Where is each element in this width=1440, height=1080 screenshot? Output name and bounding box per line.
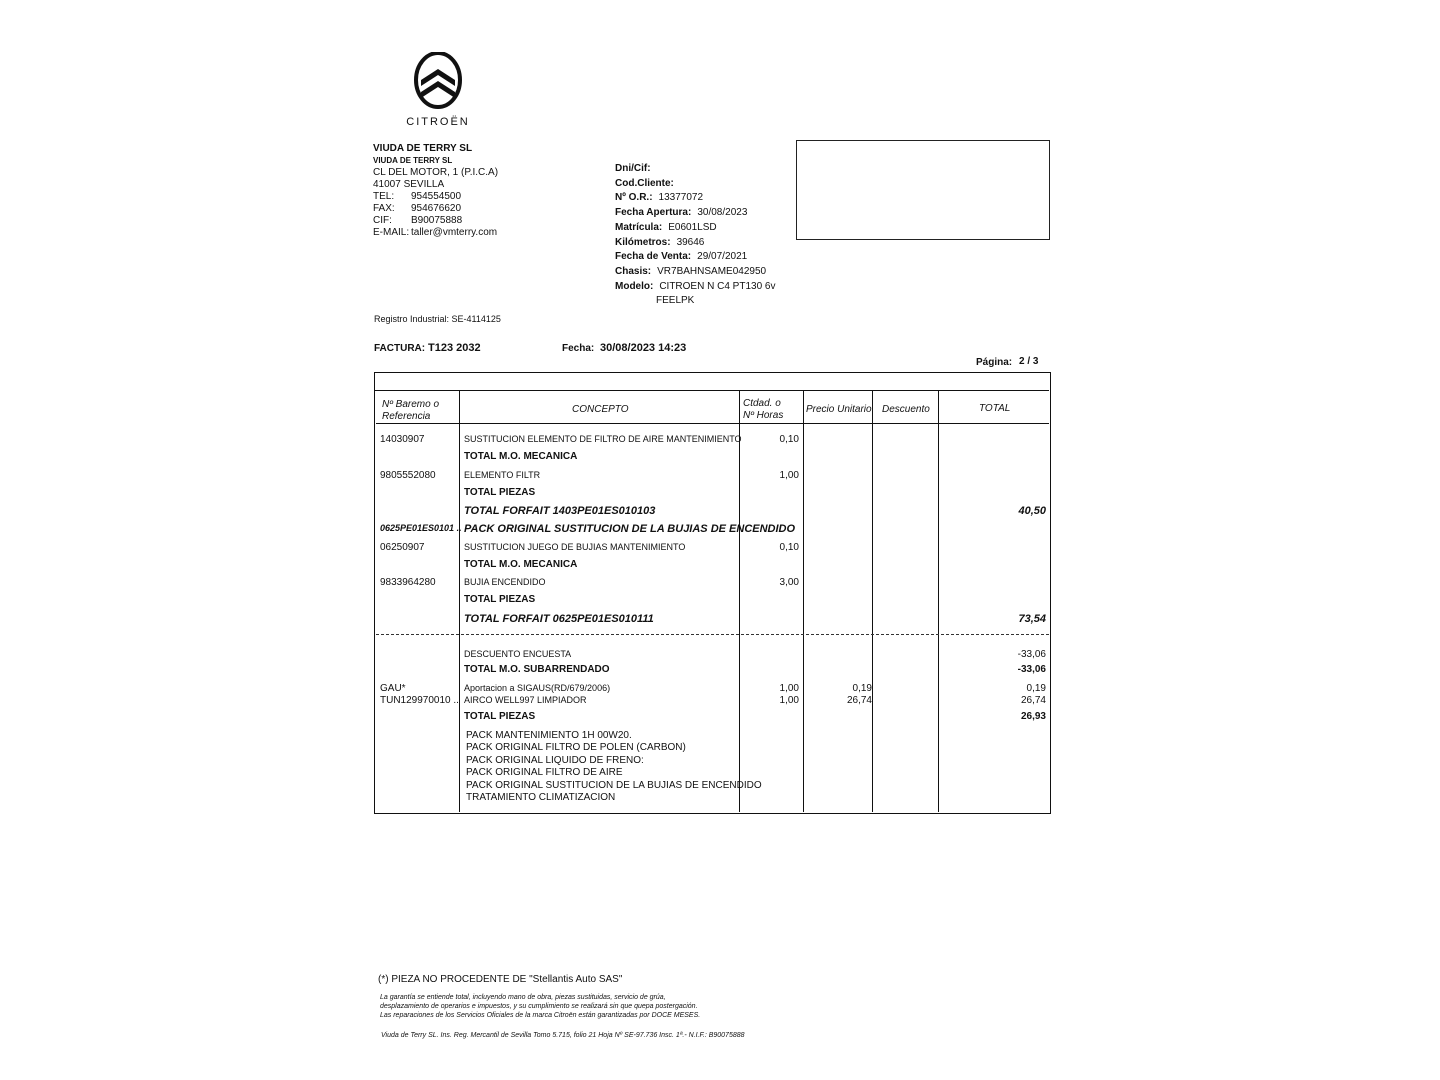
pieza-note: (*) PIEZA NO PROCEDENTE DE "Stellantis Auto SAS" <box>378 974 623 985</box>
tel-value: 954554500 <box>411 191 462 202</box>
or-value: 13377072 <box>658 192 704 204</box>
column-divider <box>938 391 939 812</box>
row-unit-price: 0,19 <box>852 683 872 694</box>
email-value: taller@vmterry.com <box>411 227 498 238</box>
cliente-label: Cod.Cliente: <box>615 177 674 189</box>
fecha-value: 30/08/2023 14:23 <box>600 342 687 354</box>
tel-label: TEL: <box>373 191 395 202</box>
row-concept: TOTAL PIEZAS <box>464 711 536 722</box>
header-descuento: Descuento <box>882 404 930 415</box>
pagina-label: Página: <box>976 357 1013 368</box>
fecha-label: Fecha: <box>562 343 595 354</box>
row-total: 26,74 <box>1020 695 1046 706</box>
row-total: 26,93 <box>1020 711 1046 722</box>
note-line: PACK ORIGINAL FILTRO DE AIRE <box>466 767 623 779</box>
row-concept: TOTAL FORFAIT 0625PE01ES010111 <box>464 613 654 625</box>
row-total: -33,06 <box>1017 649 1046 660</box>
note-line: TRATAMIENTO CLIMATIZACION <box>466 792 616 804</box>
row-concept: TOTAL FORFAIT 1403PE01ES010103 <box>464 505 656 517</box>
address-window-box <box>796 140 1050 240</box>
km-label: Kilómetros: <box>615 236 671 248</box>
row-concept: SUSTITUCION JUEGO DE BUJIAS MANTENIMIENTO <box>464 542 686 552</box>
garantia-text <box>380 993 760 1020</box>
row-quantity: 1,00 <box>779 695 799 706</box>
header-ref-line1: Nº Baremo o <box>382 399 440 410</box>
table-top-bar <box>374 372 1049 391</box>
header-cant-line1: Ctdad. o <box>743 398 781 409</box>
row-concept: TOTAL M.O. MECANICA <box>464 451 578 462</box>
row-reference: TUN129970010 .. <box>380 695 459 706</box>
row-quantity: 3,00 <box>779 577 799 588</box>
garantia-line: Las reparaciones de los Servicios Oficiales de la marca Citroën están garantizadas por DOCE MESES. <box>380 1012 701 1019</box>
header-cant-line2: Nº Horas <box>743 410 784 421</box>
row-total: 0,19 <box>1026 683 1046 694</box>
company-address: CL DEL MOTOR, 1 (P.I.C.A) <box>373 167 499 178</box>
column-divider <box>803 391 804 812</box>
note-line: PACK MANTENIMIENTO 1H 00W20. <box>466 730 632 741</box>
modelo-value-2: FEELPK <box>656 295 695 307</box>
registro-mercantil: Viuda de Terry SL. Ins. Reg. Mercantil de Sevilla Tomo 5.715, folio 21 Hoja Nº SE-97.736 Insc. 1ª.- N.I.F.: B90075888 <box>381 1032 745 1039</box>
matricula-label: Matrícula: <box>615 221 663 233</box>
brand-name: CITROËN <box>406 116 470 128</box>
registro-industrial: Registro Industrial: SE-4114125 <box>374 314 501 324</box>
modelo-label: Modelo: <box>615 280 654 292</box>
chasis-value: VR7BAHNSAME042950 <box>657 265 767 277</box>
row-reference: GAU* <box>380 683 406 694</box>
apertura-label: Fecha Apertura: <box>615 207 692 219</box>
dni-label: Dni/Cif: <box>615 163 651 174</box>
row-concept: TOTAL M.O. MECANICA <box>464 559 578 570</box>
row-reference: 0625PE01ES0101 .. <box>380 523 462 533</box>
chasis-label: Chasis: <box>615 265 652 277</box>
cif-value: B90075888 <box>411 215 463 226</box>
row-total: -33,06 <box>1017 664 1046 675</box>
garantia-line: La garantía se entiende total, incluyendo mano de obra, piezas sustituidas, servicio de grúa, <box>380 994 666 1001</box>
km-value: 39646 <box>676 236 705 248</box>
header-ref-line2: Referencia <box>382 411 431 422</box>
header-precio: Precio Unitario <box>806 404 872 415</box>
note-line: PACK ORIGINAL FILTRO DE POLEN (CARBON) <box>466 742 686 754</box>
factura-number: T123 2032 <box>428 342 481 354</box>
row-quantity: 0,10 <box>779 542 799 553</box>
fax-value: 954676620 <box>411 203 462 214</box>
note-line: PACK ORIGINAL SUSTITUCION DE LA BUJIAS DE ENCENDIDO <box>466 779 762 791</box>
fax-label: FAX: <box>373 203 395 214</box>
row-concept: ELEMENTO FILTR <box>464 470 541 480</box>
table-header-divider <box>376 423 1049 424</box>
row-concept: AIRCO WELL997 LIMPIADOR <box>464 695 587 705</box>
row-concept: TOTAL M.O. SUBARRENDADO <box>464 664 610 675</box>
factura-label: FACTURA: <box>374 343 426 354</box>
header-total: TOTAL <box>979 403 1011 414</box>
header-referencia <box>382 399 439 423</box>
note-line: PACK ORIGINAL LIQUIDO DE FRENO: <box>466 754 644 766</box>
venta-value: 29/07/2021 <box>697 251 748 263</box>
row-unit-price: 26,74 <box>846 695 872 706</box>
row-reference: 9805552080 <box>380 470 436 481</box>
garantia-line: desplazamiento de operarios e impuestos, y su cumplimiento se realizará sin que quepa postergación. <box>380 1003 698 1010</box>
row-total: 73,54 <box>1018 613 1046 625</box>
matricula-value: E0601LSD <box>668 221 717 233</box>
header-concepto: CONCEPTO <box>572 404 629 415</box>
row-quantity: 0,10 <box>779 434 799 445</box>
company-name: VIUDA DE TERRY SL <box>373 143 473 154</box>
row-concept: TOTAL PIEZAS <box>464 594 536 605</box>
row-reference: 14030907 <box>380 434 425 445</box>
venta-label: Fecha de Venta: <box>615 251 692 263</box>
notes-block <box>466 730 762 804</box>
row-quantity: 1,00 <box>779 683 799 694</box>
header-cantidad <box>743 398 783 422</box>
row-reference: 9833964280 <box>380 577 436 588</box>
row-concept: DESCUENTO ENCUESTA <box>464 649 572 659</box>
vehicle-info <box>615 162 775 309</box>
dashed-separator <box>376 634 1049 635</box>
company-name-small: VIUDA DE TERRY SL <box>373 156 453 165</box>
modelo-value: CITROEN N C4 PT130 6v <box>659 280 776 292</box>
email-label: E-MAIL: <box>373 227 410 238</box>
row-concept: PACK ORIGINAL SUSTITUCION DE LA BUJIAS DE ENCENDIDO <box>464 523 796 535</box>
row-reference: 06250907 <box>380 542 425 553</box>
row-concept: SUSTITUCION ELEMENTO DE FILTRO DE AIRE MANTENIMIENTO <box>464 434 742 444</box>
column-divider <box>459 391 460 812</box>
pagina-value: 2 / 3 <box>1019 356 1039 367</box>
row-concept: Aportacion a SIGAUS(RD/679/2006) <box>464 683 611 693</box>
company-city: 41007 SEVILLA <box>373 179 445 190</box>
row-concept: BUJIA ENCENDIDO <box>464 577 546 587</box>
apertura-value: 30/08/2023 <box>697 207 748 219</box>
column-divider <box>872 391 873 812</box>
row-quantity: 1,00 <box>779 470 799 481</box>
company-info <box>373 143 498 239</box>
cif-label: CIF: <box>373 215 392 226</box>
row-concept: TOTAL PIEZAS <box>464 487 536 498</box>
row-total: 40,50 <box>1018 505 1046 517</box>
or-label: Nº O.R.: <box>615 192 653 204</box>
